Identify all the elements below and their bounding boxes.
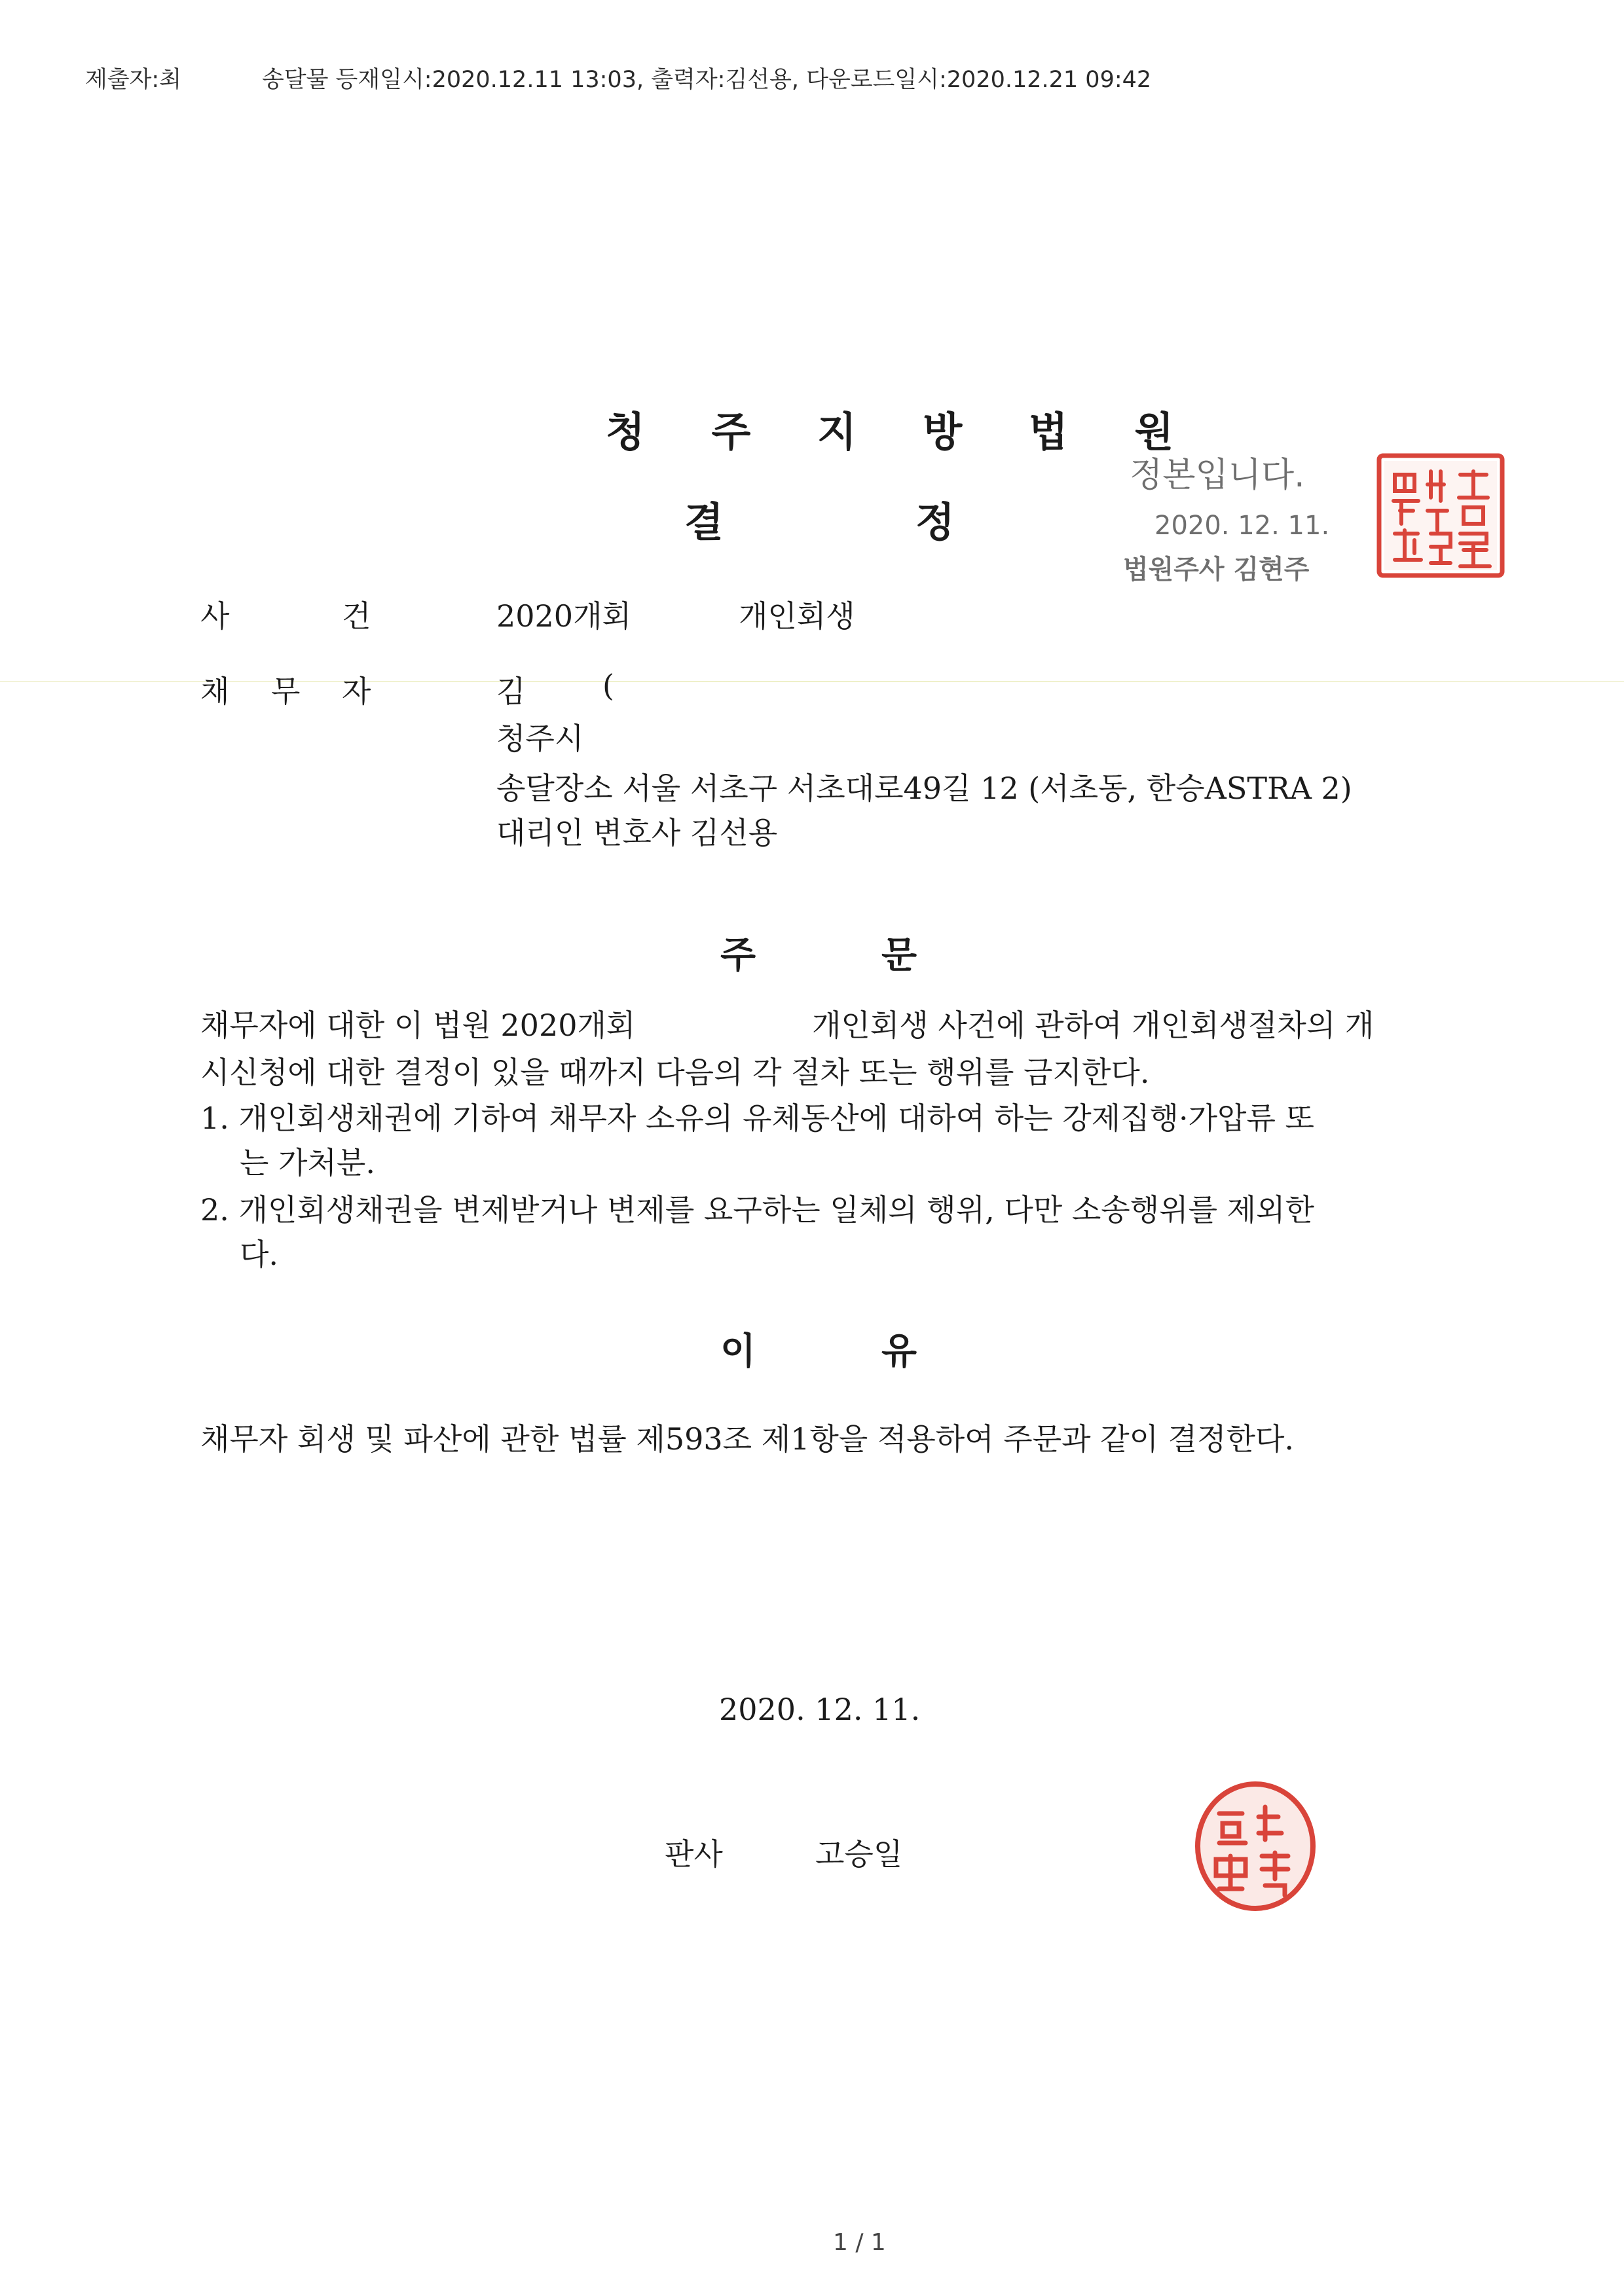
doc-type-right: 정	[915, 498, 955, 546]
doc-type-left: 결	[684, 498, 724, 546]
order-item1-line2: 는 가처분.	[240, 1145, 375, 1180]
certified-copy-label: 정본입니다.	[1130, 456, 1305, 495]
debtor-paren: (	[602, 668, 614, 703]
service-place: 송달장소 서울 서초구 서초대로49길 12 (서초동, 한승ASTRA 2)	[496, 771, 1352, 806]
reason-title-right: 유	[881, 1330, 917, 1373]
court-seal-icon	[1375, 452, 1506, 579]
delivery-info: 송달물 등재일시:2020.12.11 13:03, 출력자:김선용, 다운로드일시:2020.12.21 09:42	[262, 67, 1152, 93]
reason-title-left: 이	[720, 1330, 756, 1373]
order-intro-line2: 시신청에 대한 결정이 있을 때까지 다음의 각 절차 또는 행위를 금지한다.	[200, 1055, 1150, 1090]
scan-line-divider	[0, 681, 1624, 682]
judge-name: 고승일	[815, 1836, 903, 1872]
order-intro-line1-a: 채무자에 대한 이 법원 2020개회	[200, 1008, 636, 1043]
certified-date: 2020. 12. 11.	[1154, 511, 1330, 541]
debtor-city: 청주시	[496, 721, 584, 756]
submitter-label: 제출자:최	[85, 67, 182, 93]
case-name: 개인회생	[739, 598, 855, 634]
debtor-name: 김	[496, 674, 526, 709]
judge-label: 판사	[665, 1836, 723, 1872]
debtor-label-2: 무	[271, 674, 301, 709]
debtor-label-3: 자	[342, 674, 371, 709]
judge-seal-icon	[1193, 1781, 1318, 1912]
debtor-label-1: 채	[200, 674, 230, 709]
case-label-1: 사	[200, 598, 230, 634]
closing-date: 2020. 12. 11.	[719, 1692, 921, 1727]
page-number: 1 / 1	[833, 2229, 886, 2256]
order-item2-line1: 2. 개인회생채권을 변제받거나 변제를 요구하는 일체의 행위, 다만 소송행위를 제외한	[200, 1192, 1314, 1228]
case-label-2: 건	[342, 598, 371, 634]
agent: 대리인 변호사 김선용	[496, 815, 778, 850]
order-item1-line1: 1. 개인회생채권에 기하여 채무자 소유의 유체동산에 대하여 하는 강제집행·가압류 또	[200, 1101, 1314, 1136]
court-name: 청 주 지 방 법 원	[606, 408, 1200, 456]
case-number: 2020개회	[496, 598, 631, 634]
order-title-left: 주	[720, 934, 756, 977]
reason-text: 채무자 회생 및 파산에 관한 법률 제593조 제1항을 적용하여 주문과 같이 결정한다.	[200, 1421, 1295, 1457]
order-title-right: 문	[881, 934, 917, 977]
certified-clerk: 법원주사 김현주	[1123, 555, 1310, 585]
order-item2-line2: 다.	[240, 1237, 279, 1272]
order-intro-line1-b: 개인회생 사건에 관하여 개인회생절차의 개	[812, 1008, 1375, 1043]
